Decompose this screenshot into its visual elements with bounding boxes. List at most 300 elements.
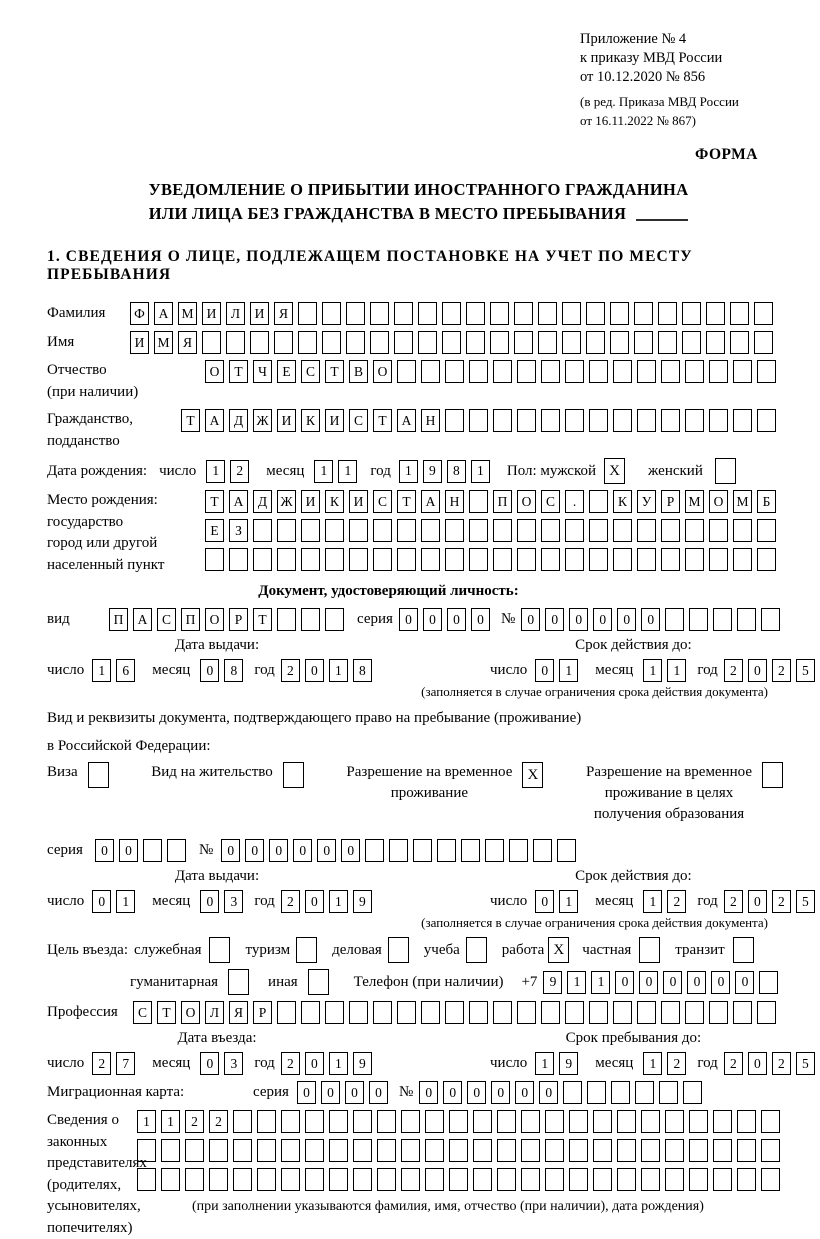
char-cell[interactable] [545, 1168, 564, 1191]
char-cell[interactable] [370, 331, 389, 354]
char-cell[interactable]: 0 [443, 1081, 462, 1104]
char-cell[interactable] [418, 331, 437, 354]
char-cell[interactable] [593, 1168, 612, 1191]
char-cell[interactable] [733, 548, 752, 571]
char-cell[interactable] [445, 1001, 464, 1024]
char-cell[interactable] [709, 1001, 728, 1024]
char-cell[interactable] [469, 548, 488, 571]
char-cell[interactable] [665, 1110, 684, 1133]
char-cell[interactable] [397, 1001, 416, 1024]
char-cell[interactable] [353, 1168, 372, 1191]
char-cell[interactable] [497, 1168, 516, 1191]
char-cell[interactable] [485, 839, 504, 862]
char-cell[interactable] [137, 1168, 156, 1191]
char-cell[interactable] [757, 360, 776, 383]
char-cell[interactable] [593, 1110, 612, 1133]
char-cell[interactable]: 5 [796, 659, 815, 682]
char-cell[interactable]: 0 [305, 659, 324, 682]
char-cell[interactable] [497, 1139, 516, 1162]
char-cell[interactable]: 0 [321, 1081, 340, 1104]
char-cell[interactable] [209, 1168, 228, 1191]
char-cell[interactable] [185, 1139, 204, 1162]
char-cell[interactable] [634, 302, 653, 325]
char-cell[interactable] [389, 839, 408, 862]
char-cell[interactable]: 0 [317, 839, 336, 862]
char-cell[interactable] [253, 519, 272, 542]
checkbox-cell[interactable] [283, 762, 304, 788]
char-cell[interactable] [301, 1001, 320, 1024]
char-cell[interactable]: Т [229, 360, 248, 383]
char-cell[interactable]: Т [181, 409, 200, 432]
char-cell[interactable] [493, 1001, 512, 1024]
char-cell[interactable]: 0 [569, 608, 588, 631]
char-cell[interactable]: Ч [253, 360, 272, 383]
char-cell[interactable]: 1 [137, 1110, 156, 1133]
char-cell[interactable] [589, 519, 608, 542]
char-cell[interactable] [733, 1001, 752, 1024]
char-cell[interactable]: 2 [92, 1052, 111, 1075]
char-cell[interactable] [353, 1110, 372, 1133]
char-cell[interactable] [445, 548, 464, 571]
char-cell[interactable] [562, 302, 581, 325]
char-cell[interactable]: 1 [559, 659, 578, 682]
char-cell[interactable]: А [205, 409, 224, 432]
char-cell[interactable]: 1 [161, 1110, 180, 1133]
char-cell[interactable] [706, 302, 725, 325]
char-cell[interactable]: 2 [724, 890, 743, 913]
char-cell[interactable] [689, 1168, 708, 1191]
char-cell[interactable] [637, 360, 656, 383]
char-cell[interactable] [685, 519, 704, 542]
char-cell[interactable] [637, 519, 656, 542]
char-cell[interactable] [641, 1168, 660, 1191]
char-cell[interactable]: 0 [200, 1052, 219, 1075]
char-cell[interactable]: 0 [617, 608, 636, 631]
char-cell[interactable]: И [250, 302, 269, 325]
char-cell[interactable] [586, 331, 605, 354]
char-cell[interactable] [565, 548, 584, 571]
char-cell[interactable]: 5 [796, 1052, 815, 1075]
char-cell[interactable]: П [493, 490, 512, 513]
char-cell[interactable] [143, 839, 162, 862]
char-cell[interactable] [490, 331, 509, 354]
char-cell[interactable] [449, 1110, 468, 1133]
char-cell[interactable] [137, 1139, 156, 1162]
char-cell[interactable] [661, 548, 680, 571]
char-cell[interactable] [685, 548, 704, 571]
char-cell[interactable] [713, 608, 732, 631]
char-cell[interactable] [757, 548, 776, 571]
char-cell[interactable]: . [565, 490, 584, 513]
char-cell[interactable]: 2 [772, 890, 791, 913]
char-cell[interactable] [277, 608, 296, 631]
char-cell[interactable]: Ж [277, 490, 296, 513]
char-cell[interactable]: 0 [748, 1052, 767, 1075]
char-cell[interactable] [587, 1081, 606, 1104]
char-cell[interactable] [713, 1110, 732, 1133]
char-cell[interactable] [449, 1139, 468, 1162]
char-cell[interactable]: И [325, 409, 344, 432]
char-cell[interactable] [365, 839, 384, 862]
char-cell[interactable] [373, 1001, 392, 1024]
char-cell[interactable] [613, 519, 632, 542]
char-cell[interactable]: 1 [92, 659, 111, 682]
char-cell[interactable] [637, 1001, 656, 1024]
char-cell[interactable]: 2 [667, 1052, 686, 1075]
char-cell[interactable] [353, 1139, 372, 1162]
char-cell[interactable] [346, 331, 365, 354]
char-cell[interactable]: 0 [615, 971, 634, 994]
char-cell[interactable] [533, 839, 552, 862]
checkbox-cell[interactable]: X [522, 762, 543, 788]
char-cell[interactable] [761, 1139, 780, 1162]
char-cell[interactable] [473, 1139, 492, 1162]
char-cell[interactable] [661, 1001, 680, 1024]
char-cell[interactable] [329, 1168, 348, 1191]
char-cell[interactable] [473, 1168, 492, 1191]
char-cell[interactable]: 8 [447, 460, 466, 483]
char-cell[interactable] [257, 1139, 276, 1162]
char-cell[interactable]: Е [205, 519, 224, 542]
char-cell[interactable]: П [109, 608, 128, 631]
char-cell[interactable] [521, 1110, 540, 1133]
char-cell[interactable]: 0 [687, 971, 706, 994]
char-cell[interactable] [565, 519, 584, 542]
char-cell[interactable] [635, 1081, 654, 1104]
char-cell[interactable]: А [397, 409, 416, 432]
char-cell[interactable] [469, 1001, 488, 1024]
char-cell[interactable]: 1 [643, 1052, 662, 1075]
char-cell[interactable] [706, 331, 725, 354]
char-cell[interactable]: 0 [95, 839, 114, 862]
char-cell[interactable] [298, 331, 317, 354]
char-cell[interactable] [233, 1110, 252, 1133]
char-cell[interactable]: 9 [559, 1052, 578, 1075]
char-cell[interactable]: Т [205, 490, 224, 513]
char-cell[interactable]: 0 [515, 1081, 534, 1104]
char-cell[interactable] [709, 360, 728, 383]
char-cell[interactable] [425, 1110, 444, 1133]
char-cell[interactable] [586, 302, 605, 325]
char-cell[interactable]: 1 [116, 890, 135, 913]
char-cell[interactable] [325, 548, 344, 571]
char-cell[interactable]: 0 [419, 1081, 438, 1104]
char-cell[interactable]: Л [205, 1001, 224, 1024]
char-cell[interactable] [281, 1139, 300, 1162]
char-cell[interactable]: М [154, 331, 173, 354]
char-cell[interactable] [322, 331, 341, 354]
char-cell[interactable] [683, 1081, 702, 1104]
char-cell[interactable] [754, 331, 773, 354]
char-cell[interactable] [377, 1110, 396, 1133]
char-cell[interactable] [233, 1139, 252, 1162]
char-cell[interactable] [730, 302, 749, 325]
char-cell[interactable]: 1 [643, 659, 662, 682]
char-cell[interactable] [493, 360, 512, 383]
char-cell[interactable] [761, 1110, 780, 1133]
char-cell[interactable] [661, 409, 680, 432]
char-cell[interactable] [565, 409, 584, 432]
char-cell[interactable]: С [157, 608, 176, 631]
char-cell[interactable]: 2 [281, 1052, 300, 1075]
char-cell[interactable] [569, 1168, 588, 1191]
char-cell[interactable]: 0 [305, 890, 324, 913]
char-cell[interactable]: 9 [423, 460, 442, 483]
char-cell[interactable]: Ф [130, 302, 149, 325]
char-cell[interactable]: М [685, 490, 704, 513]
char-cell[interactable]: И [130, 331, 149, 354]
char-cell[interactable] [709, 548, 728, 571]
char-cell[interactable] [233, 1168, 252, 1191]
char-cell[interactable] [541, 360, 560, 383]
char-cell[interactable]: У [637, 490, 656, 513]
char-cell[interactable] [349, 519, 368, 542]
char-cell[interactable]: Т [157, 1001, 176, 1024]
char-cell[interactable]: 0 [748, 890, 767, 913]
char-cell[interactable] [421, 1001, 440, 1024]
checkbox-cell[interactable] [733, 937, 754, 963]
char-cell[interactable] [401, 1168, 420, 1191]
char-cell[interactable] [329, 1139, 348, 1162]
char-cell[interactable] [737, 1110, 756, 1133]
char-cell[interactable]: 1 [559, 890, 578, 913]
char-cell[interactable] [370, 302, 389, 325]
checkbox-cell[interactable] [715, 458, 736, 484]
char-cell[interactable] [437, 839, 456, 862]
char-cell[interactable] [713, 1168, 732, 1191]
char-cell[interactable] [202, 331, 221, 354]
char-cell[interactable] [759, 971, 778, 994]
char-cell[interactable] [373, 548, 392, 571]
char-cell[interactable]: 0 [200, 659, 219, 682]
char-cell[interactable] [425, 1168, 444, 1191]
char-cell[interactable] [685, 360, 704, 383]
char-cell[interactable]: 0 [293, 839, 312, 862]
char-cell[interactable] [658, 331, 677, 354]
char-cell[interactable]: П [181, 608, 200, 631]
char-cell[interactable] [445, 519, 464, 542]
char-cell[interactable] [733, 360, 752, 383]
char-cell[interactable]: 0 [269, 839, 288, 862]
char-cell[interactable] [637, 409, 656, 432]
char-cell[interactable] [569, 1139, 588, 1162]
char-cell[interactable]: З [229, 519, 248, 542]
char-cell[interactable] [229, 548, 248, 571]
char-cell[interactable] [301, 608, 320, 631]
char-cell[interactable]: 2 [724, 1052, 743, 1075]
char-cell[interactable]: 0 [92, 890, 111, 913]
char-cell[interactable] [665, 608, 684, 631]
char-cell[interactable] [301, 519, 320, 542]
char-cell[interactable] [737, 608, 756, 631]
char-cell[interactable]: О [205, 360, 224, 383]
char-cell[interactable]: 0 [535, 659, 554, 682]
char-cell[interactable] [377, 1139, 396, 1162]
char-cell[interactable] [565, 1001, 584, 1024]
char-cell[interactable] [325, 519, 344, 542]
char-cell[interactable] [250, 331, 269, 354]
char-cell[interactable]: 0 [748, 659, 767, 682]
char-cell[interactable] [761, 1168, 780, 1191]
char-cell[interactable]: 9 [353, 890, 372, 913]
char-cell[interactable]: 0 [221, 839, 240, 862]
char-cell[interactable] [514, 331, 533, 354]
char-cell[interactable] [689, 608, 708, 631]
char-cell[interactable]: В [349, 360, 368, 383]
char-cell[interactable] [634, 331, 653, 354]
char-cell[interactable]: 2 [281, 890, 300, 913]
char-cell[interactable] [421, 519, 440, 542]
char-cell[interactable] [397, 548, 416, 571]
char-cell[interactable] [541, 519, 560, 542]
char-cell[interactable]: 1 [338, 460, 357, 483]
char-cell[interactable] [689, 1139, 708, 1162]
char-cell[interactable] [757, 1001, 776, 1024]
char-cell[interactable] [521, 1168, 540, 1191]
char-cell[interactable] [305, 1110, 324, 1133]
char-cell[interactable] [521, 1139, 540, 1162]
char-cell[interactable]: 0 [369, 1081, 388, 1104]
char-cell[interactable] [709, 409, 728, 432]
char-cell[interactable] [442, 331, 461, 354]
char-cell[interactable]: 0 [663, 971, 682, 994]
char-cell[interactable] [569, 1110, 588, 1133]
char-cell[interactable]: 2 [667, 890, 686, 913]
char-cell[interactable] [659, 1081, 678, 1104]
char-cell[interactable] [545, 1139, 564, 1162]
char-cell[interactable]: Б [757, 490, 776, 513]
char-cell[interactable]: 6 [116, 659, 135, 682]
char-cell[interactable] [209, 1139, 228, 1162]
checkbox-cell[interactable] [639, 937, 660, 963]
char-cell[interactable]: Н [445, 490, 464, 513]
char-cell[interactable] [665, 1168, 684, 1191]
char-cell[interactable] [611, 1081, 630, 1104]
char-cell[interactable]: Р [661, 490, 680, 513]
checkbox-cell[interactable] [388, 937, 409, 963]
char-cell[interactable] [469, 490, 488, 513]
char-cell[interactable]: И [301, 490, 320, 513]
char-cell[interactable]: 0 [641, 608, 660, 631]
char-cell[interactable] [421, 360, 440, 383]
char-cell[interactable] [613, 360, 632, 383]
char-cell[interactable] [665, 1139, 684, 1162]
char-cell[interactable] [377, 1168, 396, 1191]
char-cell[interactable] [305, 1168, 324, 1191]
char-cell[interactable] [161, 1168, 180, 1191]
char-cell[interactable] [466, 331, 485, 354]
char-cell[interactable]: М [733, 490, 752, 513]
char-cell[interactable]: О [205, 608, 224, 631]
char-cell[interactable] [449, 1168, 468, 1191]
char-cell[interactable] [563, 1081, 582, 1104]
char-cell[interactable] [617, 1168, 636, 1191]
char-cell[interactable] [161, 1139, 180, 1162]
char-cell[interactable] [514, 302, 533, 325]
char-cell[interactable] [281, 1168, 300, 1191]
char-cell[interactable] [421, 548, 440, 571]
char-cell[interactable]: 0 [491, 1081, 510, 1104]
char-cell[interactable] [497, 1110, 516, 1133]
char-cell[interactable] [349, 1001, 368, 1024]
char-cell[interactable] [617, 1110, 636, 1133]
char-cell[interactable] [541, 1001, 560, 1024]
char-cell[interactable]: Н [421, 409, 440, 432]
char-cell[interactable]: 0 [119, 839, 138, 862]
char-cell[interactable] [401, 1110, 420, 1133]
char-cell[interactable]: 1 [329, 659, 348, 682]
char-cell[interactable] [425, 1139, 444, 1162]
char-cell[interactable] [442, 302, 461, 325]
char-cell[interactable]: М [178, 302, 197, 325]
char-cell[interactable] [185, 1168, 204, 1191]
char-cell[interactable] [610, 302, 629, 325]
char-cell[interactable]: К [325, 490, 344, 513]
char-cell[interactable]: Д [229, 409, 248, 432]
char-cell[interactable]: Я [178, 331, 197, 354]
char-cell[interactable] [274, 331, 293, 354]
char-cell[interactable]: С [541, 490, 560, 513]
char-cell[interactable]: 8 [224, 659, 243, 682]
char-cell[interactable] [445, 409, 464, 432]
char-cell[interactable] [641, 1139, 660, 1162]
char-cell[interactable]: 2 [772, 659, 791, 682]
char-cell[interactable]: 0 [423, 608, 442, 631]
char-cell[interactable] [277, 1001, 296, 1024]
char-cell[interactable]: 1 [591, 971, 610, 994]
char-cell[interactable] [226, 331, 245, 354]
char-cell[interactable]: 0 [297, 1081, 316, 1104]
char-cell[interactable]: А [133, 608, 152, 631]
char-cell[interactable] [613, 1001, 632, 1024]
char-cell[interactable]: А [154, 302, 173, 325]
char-cell[interactable] [325, 1001, 344, 1024]
char-cell[interactable]: 2 [230, 460, 249, 483]
char-cell[interactable]: Р [253, 1001, 272, 1024]
char-cell[interactable] [394, 302, 413, 325]
char-cell[interactable]: Ж [253, 409, 272, 432]
char-cell[interactable] [685, 1001, 704, 1024]
char-cell[interactable] [658, 302, 677, 325]
char-cell[interactable] [257, 1168, 276, 1191]
char-cell[interactable] [685, 409, 704, 432]
char-cell[interactable] [493, 519, 512, 542]
char-cell[interactable] [253, 548, 272, 571]
char-cell[interactable] [445, 360, 464, 383]
char-cell[interactable] [517, 1001, 536, 1024]
char-cell[interactable]: Т [253, 608, 272, 631]
char-cell[interactable] [589, 548, 608, 571]
char-cell[interactable] [613, 548, 632, 571]
char-cell[interactable] [509, 839, 528, 862]
checkbox-cell[interactable] [88, 762, 109, 788]
char-cell[interactable] [490, 302, 509, 325]
char-cell[interactable] [562, 331, 581, 354]
char-cell[interactable]: 0 [399, 608, 418, 631]
char-cell[interactable] [349, 548, 368, 571]
char-cell[interactable]: 7 [116, 1052, 135, 1075]
char-cell[interactable]: 1 [329, 890, 348, 913]
char-cell[interactable]: 0 [341, 839, 360, 862]
char-cell[interactable] [493, 548, 512, 571]
char-cell[interactable]: 0 [467, 1081, 486, 1104]
char-cell[interactable]: С [349, 409, 368, 432]
char-cell[interactable]: 0 [535, 890, 554, 913]
char-cell[interactable]: 0 [639, 971, 658, 994]
char-cell[interactable] [281, 1110, 300, 1133]
checkbox-cell[interactable] [466, 937, 487, 963]
char-cell[interactable] [469, 409, 488, 432]
